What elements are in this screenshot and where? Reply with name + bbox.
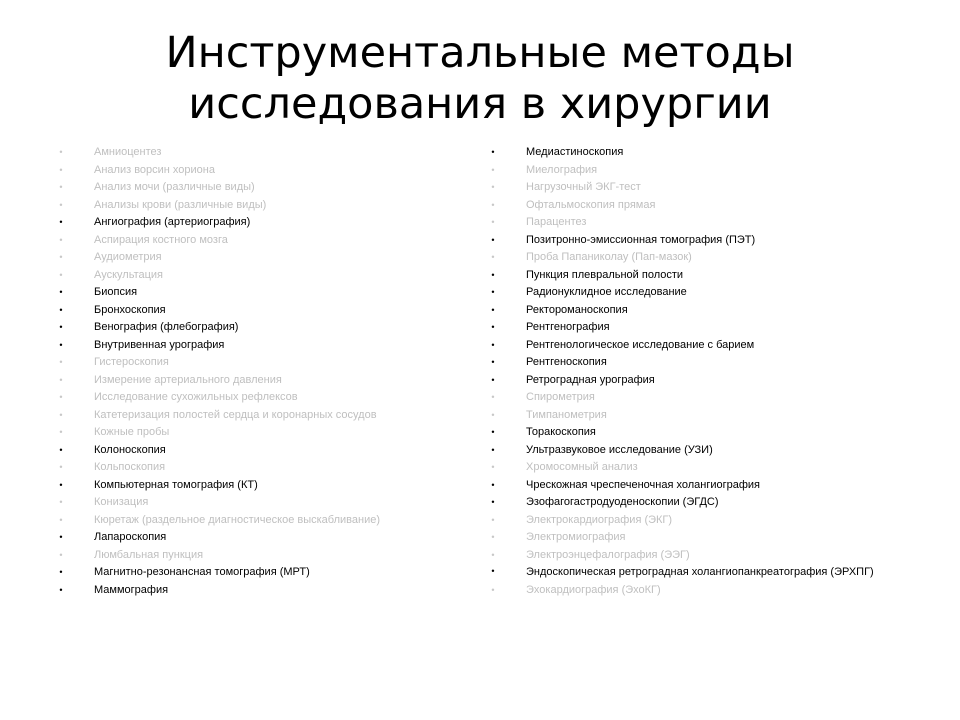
bullet-icon: • xyxy=(59,234,63,245)
slide-title-line-2: исследования в хирургии xyxy=(188,79,772,129)
bullet-icon: • xyxy=(59,514,63,525)
list-item xyxy=(488,477,908,495)
list-item xyxy=(56,144,474,162)
list-item xyxy=(488,302,908,320)
list-item xyxy=(488,389,908,407)
slide-title xyxy=(40,28,920,130)
list-item xyxy=(488,407,908,425)
bullet-icon: • xyxy=(491,234,495,245)
bullet-icon: • xyxy=(491,199,495,210)
list-item-text: Колоноскопия xyxy=(94,443,166,456)
bullet-icon: • xyxy=(59,322,63,332)
slide-title-line-1: Инструментальные методы xyxy=(165,28,795,78)
list-item-text: Аудиометрия xyxy=(94,251,162,263)
list-item-text: Эндоскопическая ретроградная холангиопанкреатография (ЭРХПГ) xyxy=(526,566,874,578)
bullet-icon: • xyxy=(491,269,495,280)
list-item-text: Компьютерная томография (КТ) xyxy=(94,478,258,491)
bullet-icon: • xyxy=(59,462,63,472)
list-item-text: Офтальмоскопия прямая xyxy=(526,198,656,211)
list-item-text: Хромосомный анализ xyxy=(526,461,638,473)
list-item-text: Ультразвуковое исследование (УЗИ) xyxy=(526,443,713,456)
bullet-icon: • xyxy=(491,287,495,297)
list-item xyxy=(488,179,908,197)
list-item-text: Ангиография (артериография) xyxy=(94,216,251,228)
list-item-text: Рентгеноскопия xyxy=(526,356,607,368)
list-item-text: Магнитно-резонансная томография (МРТ) xyxy=(94,566,310,578)
list-item xyxy=(56,547,474,565)
bullet-icon: • xyxy=(491,549,495,560)
list-item-text: Кюретаж (раздельное диагностическое выскабливание) xyxy=(94,513,381,526)
list-item-text: Анализ ворсин хориона xyxy=(94,163,215,176)
list-item xyxy=(488,337,908,355)
list-item-text: Исследование сухожильных рефлексов xyxy=(94,391,298,403)
bullet-icon: • xyxy=(59,427,63,437)
bullet-icon: • xyxy=(491,514,495,525)
list-item xyxy=(56,214,474,232)
list-item xyxy=(488,529,908,547)
list-item-text: Люмбальная пункция xyxy=(94,548,204,561)
list-item-text: Маммография xyxy=(94,583,169,596)
list-item xyxy=(56,372,474,390)
list-item-text: Спирометрия xyxy=(526,391,595,403)
list-item xyxy=(56,424,474,442)
bullet-icon: • xyxy=(491,182,495,192)
list-item-text: Анализ мочи (различные виды) xyxy=(94,181,255,193)
list-item xyxy=(488,442,908,460)
list-item xyxy=(488,162,908,180)
list-item-text: Кожные пробы xyxy=(94,426,170,438)
bullet-icon: • xyxy=(491,497,495,507)
list-item xyxy=(56,564,474,582)
list-item-text: Чрескожная чреспеченочная холангиография xyxy=(526,478,761,491)
bullet-icon: • xyxy=(491,444,495,455)
list-item xyxy=(488,547,908,565)
bullet-icon: • xyxy=(59,252,63,262)
list-item-text: Измерение артериального давления xyxy=(94,373,282,386)
bullet-icon: • xyxy=(59,182,63,192)
list-item xyxy=(56,494,474,512)
list-item-text: Аспирация костного мозга xyxy=(94,233,228,246)
bullet-icon: • xyxy=(491,322,495,332)
list-item xyxy=(488,424,908,442)
list-item-text: Радионуклидное исследование xyxy=(526,286,687,298)
list-item-text: Торакоскопия xyxy=(526,426,596,438)
list-item xyxy=(56,354,474,372)
list-item xyxy=(56,407,474,425)
bullet-icon: • xyxy=(59,584,63,595)
bullet-icon: • xyxy=(491,566,495,576)
bullet-icon: • xyxy=(491,479,495,490)
list-item xyxy=(56,179,474,197)
bullet-icon: • xyxy=(59,392,63,402)
list-item-text: Анализы крови (различные виды) xyxy=(94,198,267,211)
list-item xyxy=(488,564,908,582)
list-item xyxy=(488,249,908,267)
list-item xyxy=(56,319,474,337)
bullet-icon: • xyxy=(59,304,63,315)
right-method-list xyxy=(488,144,908,600)
list-item-text: Рентгенография xyxy=(526,321,610,333)
list-item xyxy=(488,197,908,215)
list-item-text: Венография (флебография) xyxy=(94,321,239,333)
list-item-text: Миелография xyxy=(526,163,598,176)
bullet-icon: • xyxy=(491,164,495,175)
bullet-icon: • xyxy=(59,269,63,280)
bullet-icon: • xyxy=(59,287,63,297)
bullet-icon: • xyxy=(491,585,495,595)
list-item-text: Электроэнцефалография (ЭЭГ) xyxy=(526,548,690,561)
list-item-text: Ректороманоскопия xyxy=(526,303,628,316)
bullet-icon: • xyxy=(59,217,63,227)
list-item xyxy=(488,232,908,250)
list-item-text: Эхокардиография (ЭхоКГ) xyxy=(526,584,661,596)
list-item xyxy=(488,582,908,600)
list-item-text: Пункция плевральной полости xyxy=(526,268,684,281)
bullet-icon: • xyxy=(491,532,495,542)
list-item xyxy=(488,494,908,512)
list-item xyxy=(488,354,908,372)
list-item xyxy=(488,372,908,390)
list-item xyxy=(488,319,908,337)
list-item-text: Нагрузочный ЭКГ-тест xyxy=(526,181,641,193)
list-item-text: Гистероскопия xyxy=(94,356,169,368)
bullet-icon: • xyxy=(491,357,495,367)
list-item xyxy=(56,249,474,267)
list-item xyxy=(56,389,474,407)
bullet-icon: • xyxy=(59,339,63,350)
bullet-icon: • xyxy=(59,409,63,420)
list-item-text: Парацентез xyxy=(526,216,587,228)
bullet-icon: • xyxy=(59,444,63,455)
list-item-text: Эзофагогастродуоденоскопии (ЭГДС) xyxy=(526,496,719,508)
list-item xyxy=(56,459,474,477)
bullet-icon: • xyxy=(491,462,495,472)
list-item xyxy=(56,302,474,320)
bullet-icon: • xyxy=(491,339,495,350)
list-item-text: Ретроградная урография xyxy=(526,373,655,386)
list-item xyxy=(56,162,474,180)
list-item-text: Позитронно-эмиссионная томография (ПЭТ) xyxy=(526,233,756,246)
list-item-text: Конизация xyxy=(94,496,149,508)
list-item-text: Лапароскопия xyxy=(94,531,167,543)
list-item xyxy=(56,442,474,460)
list-item-text: Электрокардиография (ЭКГ) xyxy=(526,513,673,526)
list-item xyxy=(56,197,474,215)
list-item-text: Амниоцентез xyxy=(94,146,162,158)
bullet-icon: • xyxy=(491,304,495,315)
list-item xyxy=(56,267,474,285)
list-item xyxy=(56,232,474,250)
bullet-icon: • xyxy=(59,549,63,560)
bullet-icon: • xyxy=(491,427,495,437)
list-item-text: Биопсия xyxy=(94,286,138,298)
bullet-icon: • xyxy=(491,392,495,402)
list-item xyxy=(56,582,474,600)
bullet-icon: • xyxy=(491,374,495,385)
list-item xyxy=(488,267,908,285)
list-item xyxy=(56,529,474,547)
bullet-icon: • xyxy=(491,252,495,262)
list-item xyxy=(488,512,908,530)
list-item-text: Бронхоскопия xyxy=(94,303,166,316)
list-item xyxy=(488,459,908,477)
list-item-text: Кольпоскопия xyxy=(94,461,166,473)
list-item xyxy=(488,284,908,302)
list-item-text: Электромиография xyxy=(526,531,626,543)
list-item-text: Проба Папаниколау (Пап-мазок) xyxy=(526,251,692,263)
list-item xyxy=(488,144,908,162)
bullet-icon: • xyxy=(59,357,63,367)
bullet-icon: • xyxy=(59,147,63,157)
list-item xyxy=(56,477,474,495)
list-item-text: Катетеризация полостей сердца и коронарных сосудов xyxy=(94,408,377,421)
list-item xyxy=(56,337,474,355)
list-item-text: Рентгенологическое исследование с барием xyxy=(526,338,755,351)
bullet-icon: • xyxy=(59,199,63,210)
list-item-text: Внутривенная урография xyxy=(94,338,225,351)
bullet-icon: • xyxy=(491,217,495,227)
list-item-text: Аускультация xyxy=(94,268,164,281)
bullet-icon: • xyxy=(59,532,63,542)
list-item xyxy=(488,214,908,232)
bullet-icon: • xyxy=(59,567,63,577)
bullet-icon: • xyxy=(491,147,495,157)
bullet-icon: • xyxy=(59,479,63,490)
left-method-list xyxy=(56,144,474,599)
bullet-icon: • xyxy=(59,497,63,507)
list-item-text: Медиастиноскопия xyxy=(526,146,624,158)
list-item xyxy=(56,284,474,302)
bullet-icon: • xyxy=(491,409,495,420)
list-item xyxy=(56,512,474,530)
bullet-icon: • xyxy=(59,164,63,175)
bullet-icon: • xyxy=(59,374,63,385)
list-item-text: Тимпанометрия xyxy=(526,408,607,421)
